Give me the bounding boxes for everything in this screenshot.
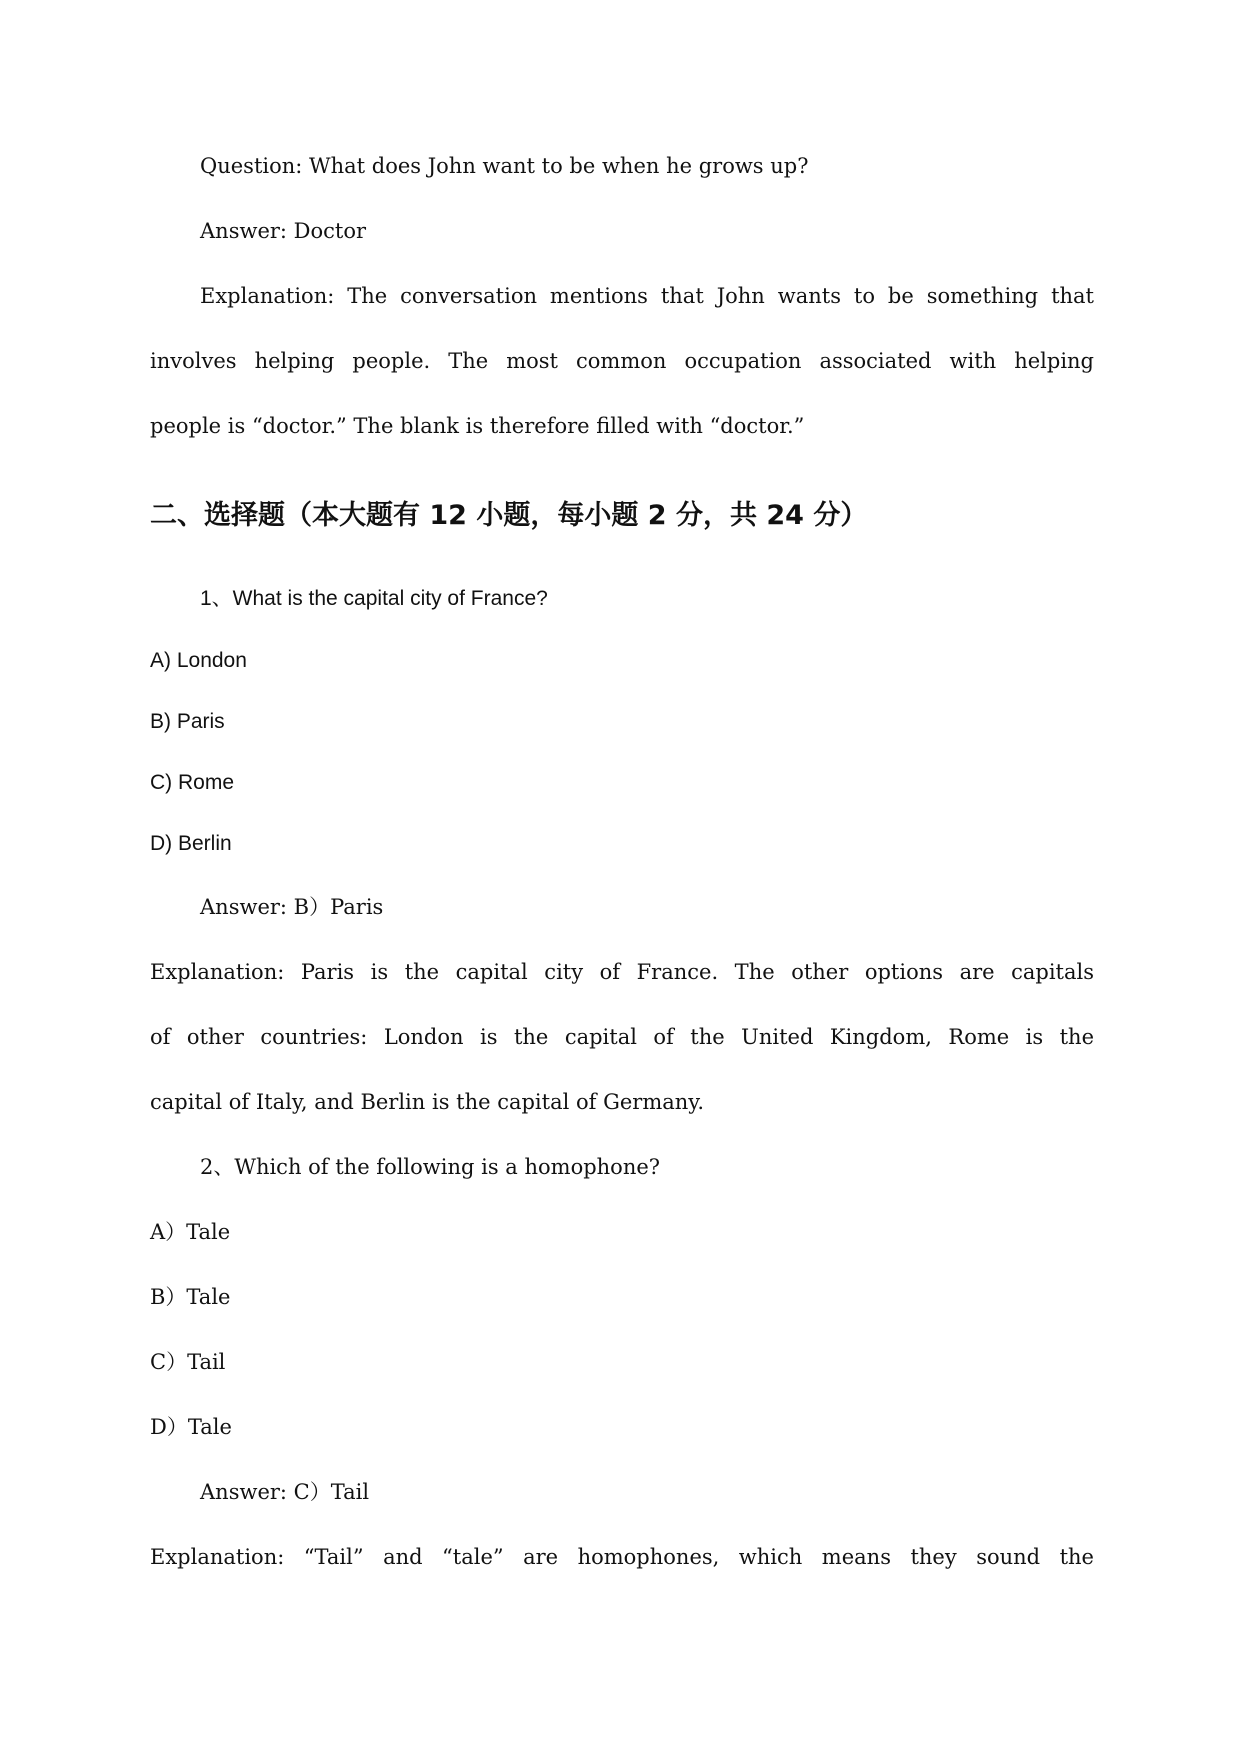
q2-answer: Answer: C）Tail [200, 1480, 370, 1504]
q1-option-b: B) Paris [150, 710, 225, 733]
intro-explanation-line: Explanation: The conversation mentions that John wants to be something that [200, 284, 1094, 308]
intro-explanation-line: involves helping people. The most common occupation associated with helping [150, 349, 1094, 373]
q1-option-c: C) Rome [150, 771, 235, 794]
q2-question: 2、Which of the following is a homophone? [200, 1155, 661, 1179]
q1-option-d: D) Berlin [150, 832, 232, 855]
intro-answer: Answer: Doctor [200, 219, 367, 243]
intro-question: Question: What does John want to be when he grows up? [200, 154, 809, 178]
q1-question: 1、What is the capital city of France? [200, 587, 548, 610]
q2-option-c: C）Tail [150, 1350, 226, 1374]
q1-option-a: A) London [150, 649, 247, 672]
q2-explanation-line: Explanation: “Tail” and “tale” are homophones, which means they sound the [150, 1545, 1094, 1569]
q1-answer: Answer: B）Paris [200, 895, 384, 919]
q2-option-d: D）Tale [150, 1415, 232, 1439]
q1-explanation-line: of other countries: London is the capital of the United Kingdom, Rome is the [150, 1025, 1094, 1049]
intro-explanation-line: people is “doctor.” The blank is therefore filled with “doctor.” [150, 414, 805, 438]
q2-option-a: A）Tale [150, 1220, 231, 1244]
section-heading: 二、选择题（本大题有 12 小题，每小题 2 分，共 24 分） [150, 500, 868, 531]
q1-explanation-line: Explanation: Paris is the capital city of France. The other options are capitals [150, 960, 1094, 984]
q1-explanation-line: capital of Italy, and Berlin is the capital of Germany. [150, 1090, 705, 1114]
q2-option-b: B）Tale [150, 1285, 231, 1309]
